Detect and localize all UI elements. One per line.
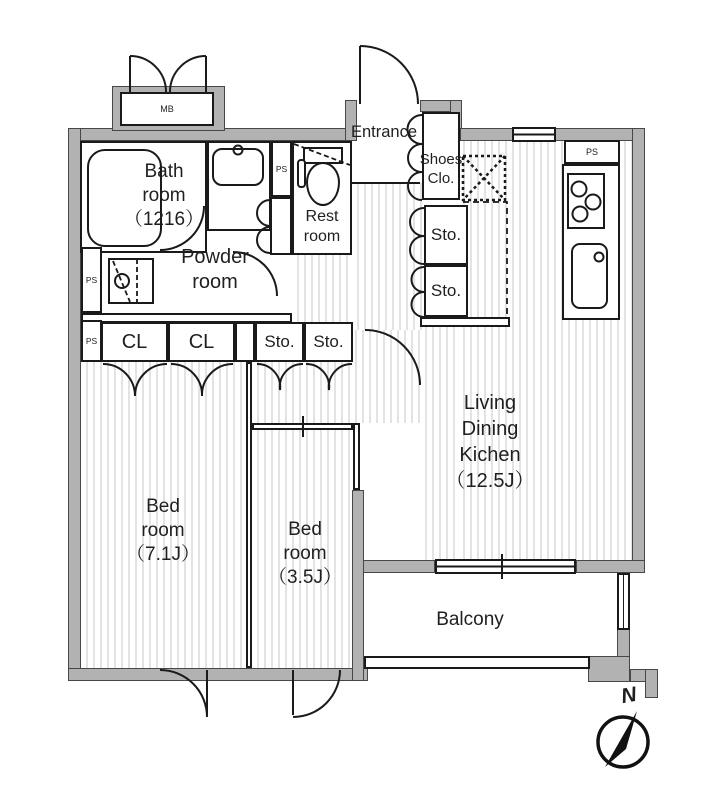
washer-drain	[115, 274, 129, 288]
living-door-arc	[365, 330, 420, 385]
closet-bifold-arches	[103, 364, 352, 396]
sto-label: Sto.	[264, 332, 295, 351]
balcony-label: Balcony	[436, 609, 504, 630]
ps-label: PS	[585, 147, 598, 157]
refrigerator-space	[463, 156, 505, 200]
sto-label: Sto.	[313, 332, 344, 351]
washer-hookup-dashes	[113, 259, 137, 304]
meter-box-doors	[130, 56, 206, 92]
restroom-door-dash	[294, 144, 350, 165]
compass	[598, 711, 648, 767]
ps-label: PS	[85, 275, 98, 285]
kitchen-area-dashed-boundary	[463, 202, 507, 317]
bath-room-label: Bath room （1216）	[123, 161, 205, 230]
washbasin-faucet	[234, 146, 243, 155]
bedroom2-window-arc	[293, 670, 340, 717]
bedroom1-window-arc	[160, 670, 207, 717]
compass-north-label: N	[619, 682, 639, 709]
entrance-door-arc	[360, 46, 418, 104]
meter-box-label: MB	[160, 104, 174, 114]
ps-label: PS	[275, 164, 288, 174]
ldk-label: Living Dining Kichen （12.5J）	[445, 392, 535, 492]
entrance-label: Entrance	[350, 123, 418, 141]
hall-storage-folding-doors	[410, 208, 424, 317]
bedroom1-label: Bed room （7.1J）	[126, 496, 200, 565]
cl-label: CL	[121, 330, 148, 353]
cl-label: CL	[188, 330, 215, 353]
stove-burners	[572, 182, 601, 222]
sto-label: Sto.	[430, 281, 462, 300]
ps-label: PS	[85, 336, 98, 346]
rest-room-label: Rest room	[303, 208, 341, 245]
shoes-closet-label: Shoes Clo.	[419, 151, 463, 187]
powder-room-label: Powder room	[181, 246, 249, 293]
sto-label: Sto.	[430, 225, 462, 244]
kitchen-faucet	[595, 253, 604, 262]
bedroom2-label: Bed room （3.5J）	[268, 519, 342, 588]
